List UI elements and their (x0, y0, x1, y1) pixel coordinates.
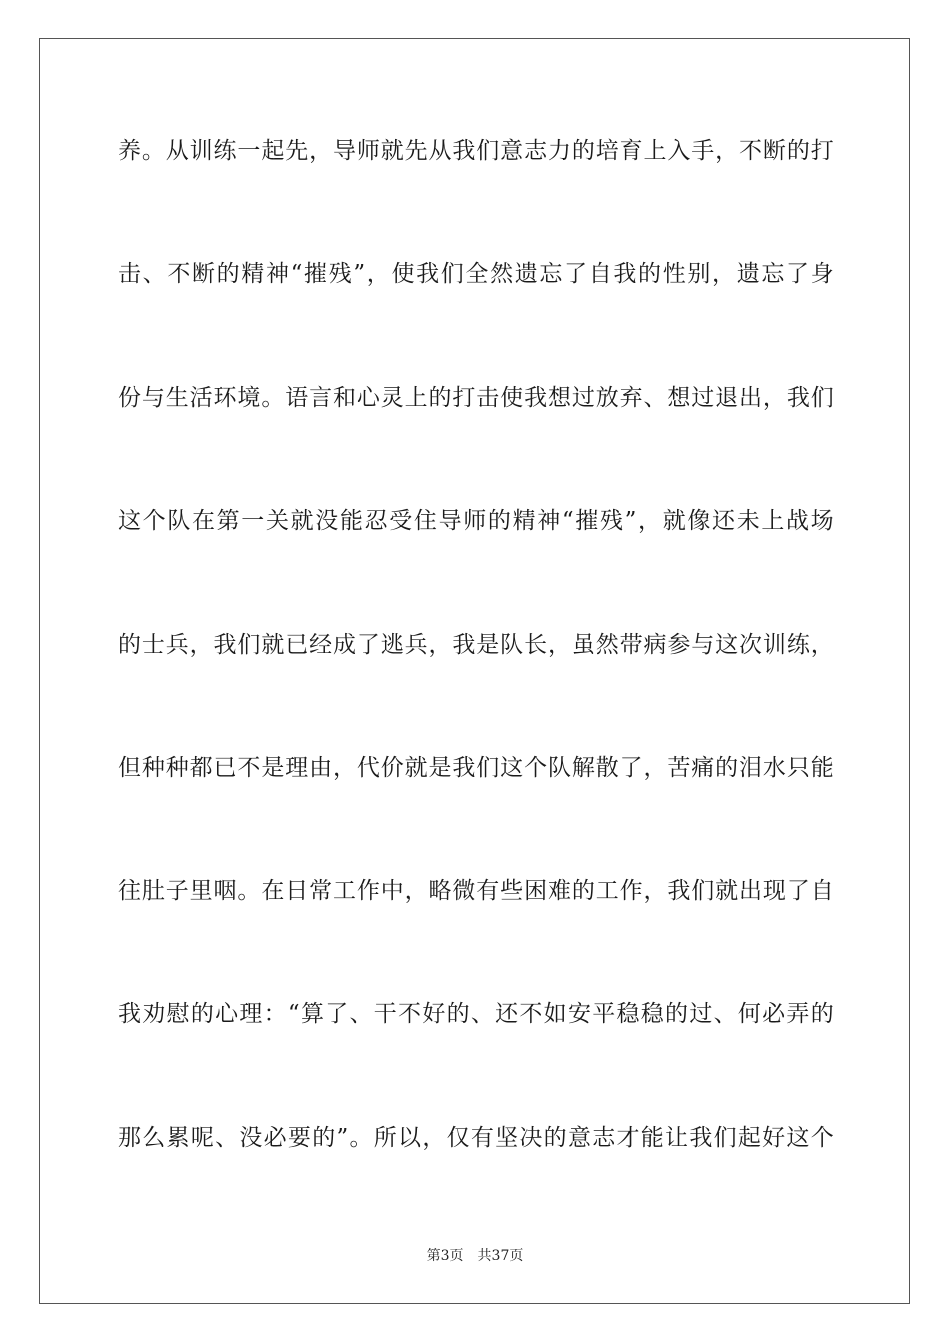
body-text-line: 但种种都已不是理由，代价就是我们这个队解散了，苦痛的泪水只能 (118, 755, 834, 781)
page-number-current: 第3页 (426, 1248, 464, 1264)
body-text-line: 份与生活环境。语言和心灵上的打击使我想过放弃、想过退出，我们 (118, 385, 834, 411)
body-text-line: 击、不断的精神“摧残”，使我们全然遗忘了自我的性别，遗忘了身 (118, 261, 834, 287)
page-number-total: 共37页 (477, 1248, 524, 1264)
body-text-line: 那么累呢、没必要的”。所以，仅有坚决的意志才能让我们起好这个 (118, 1125, 834, 1151)
body-text-line: 往肚子里咽。在日常工作中，略微有些困难的工作，我们就出现了自 (118, 878, 834, 904)
body-text-line: 这个队在第一关就没能忍受住导师的精神“摧残”，就像还未上战场 (118, 508, 834, 534)
body-text-line: 的士兵，我们就已经成了逃兵，我是队长，虽然带病参与这次训练， (118, 632, 834, 658)
body-text-line: 我劝慰的心理：“算了、干不好的、还不如安平稳稳的过、何必弄的 (118, 1001, 834, 1027)
page-footer (0, 1247, 950, 1265)
page-border (39, 38, 910, 1304)
body-text-line: 养。从训练一起先，导师就先从我们意志力的培育上入手，不断的打 (118, 138, 834, 164)
